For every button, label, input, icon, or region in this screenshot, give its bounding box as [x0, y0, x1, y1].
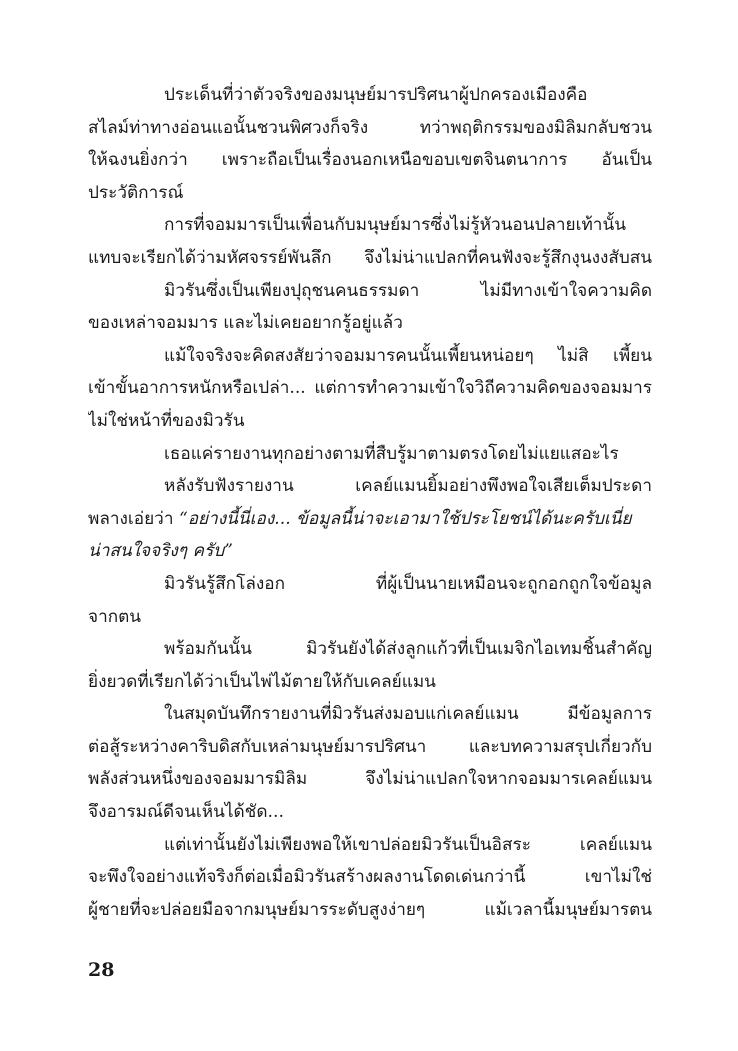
text-line: สไลม์ท่าทางอ่อนแอนั้นชวนพิศวงก็จริง ทว่าพฤติกรรมของมิลิมกลับชวน	[88, 117, 652, 138]
speech-intro: พลางเอ่ยว่า	[88, 508, 174, 529]
text-line: แต่เท่านั้นยังไม่เพียงพอให้เขาปล่อยมิวรันเป็นอิสระ เคลย์แมน	[164, 834, 652, 855]
text-line: มิวรันรู้สึกโล่งอก ที่ผู้เป็นนายเหมือนจะถูกอกถูกใจข้อมูล	[164, 573, 652, 594]
dialogue-quote: น่าสนใจจริงๆ ครับ”	[88, 541, 233, 562]
text-line: จากตน	[88, 606, 142, 627]
text-line: ไม่ใช่หน้าที่ของมิวรัน	[88, 410, 245, 431]
text-line: จึงอารมณ์ดีจนเห็นได้ชัด...	[88, 802, 284, 823]
text-line: แม้ใจจริงจะคิดสงสัยว่าจอมมารคนนั้นเพี้ยนหน่อยๆ ไม่สิ เพี้ยน	[164, 345, 652, 366]
dialogue-quote: “อย่างนี้นี่เอง... ข้อมูลนี้น่าจะเอามาใช้ประโยชน์ได้นะครับเนี่ย	[178, 508, 632, 529]
text-line	[88, 503, 652, 536]
text-line: เข้าขั้นอาการหนักหรือเปล่า... แต่การทำความเข้าใจวิถีความคิดของจอมมาร	[88, 378, 652, 399]
text-line: ต่อสู้ระหว่างคาริบดิสกับเหล่ามนุษย์มารปริศนา และบทความสรุปเกี่ยวกับ	[88, 736, 652, 757]
text-line: ในสมุดบันทึกรายงานที่มิวรันส่งมอบแก่เคลย์แมน มีข้อมูลการ	[164, 704, 652, 725]
text-line: ประวัติการณ์	[88, 182, 184, 203]
text-line: จะพึงใจอย่างแท้จริงก็ต่อเมื่อมิวรันสร้างผลงานโดดเด่นกว่านี้ เขาไม่ใช่	[88, 867, 652, 888]
text-line: มิวรันซึ่งเป็นเพียงปุถุชนคนธรรมดา ไม่มีทางเข้าใจความคิด	[164, 280, 652, 301]
text-line: เธอแค่รายงานทุกอย่างตามที่สืบรู้มาตามตรงโดยไม่แยแสอะไร	[164, 443, 619, 464]
text-line: หลังรับฟังรายงาน เคลย์แมนยิ้มอย่างพึงพอใจเสียเต็มประดา	[164, 476, 652, 497]
text-line: แทบจะเรียกได้ว่ามหัศจรรย์พันลึก จึงไม่น่าแปลกที่คนฟังจะรู้สึกงุนงงสับสน	[88, 247, 652, 268]
page-number: 28	[88, 959, 115, 981]
text-line: ประเด็นที่ว่าตัวจริงของมนุษย์มารปริศนาผู้ปกครองเมืองคือ	[164, 85, 588, 105]
text-line: ยิ่งยวดที่เรียกได้ว่าเป็นไพ่ไม้ตายให้กับเคลย์แมน	[88, 671, 436, 692]
text-line: การที่จอมมารเป็นเพื่อนกับมนุษย์มารซึ่งไม่รู้หัวนอนปลายเท้านั้น	[164, 215, 626, 236]
text-line: พลังส่วนหนึ่งของจอมมารมิลิม จึงไม่น่าแปลกใจหากจอมมารเคลย์แมน	[88, 769, 652, 790]
text-line: ผู้ชายที่จะปล่อยมือจากมนุษย์มารระดับสูงง่ายๆ แม้เวลานี้มนุษย์มารตน	[88, 899, 652, 920]
text-line: ให้ฉงนยิ่งกว่า เพราะถือเป็นเรื่องนอกเหนือขอบเขตจินตนาการ อันเป็น	[88, 150, 652, 171]
text-line: พร้อมกันนั้น มิวรันยังได้ส่งลูกแก้วที่เป็นเมจิกไอเทมชิ้นสำคัญ	[164, 639, 652, 660]
body-text	[88, 79, 652, 926]
text-line: ของเหล่าจอมมาร และไม่เคยอยากรู้อยู่แล้ว	[88, 313, 403, 334]
